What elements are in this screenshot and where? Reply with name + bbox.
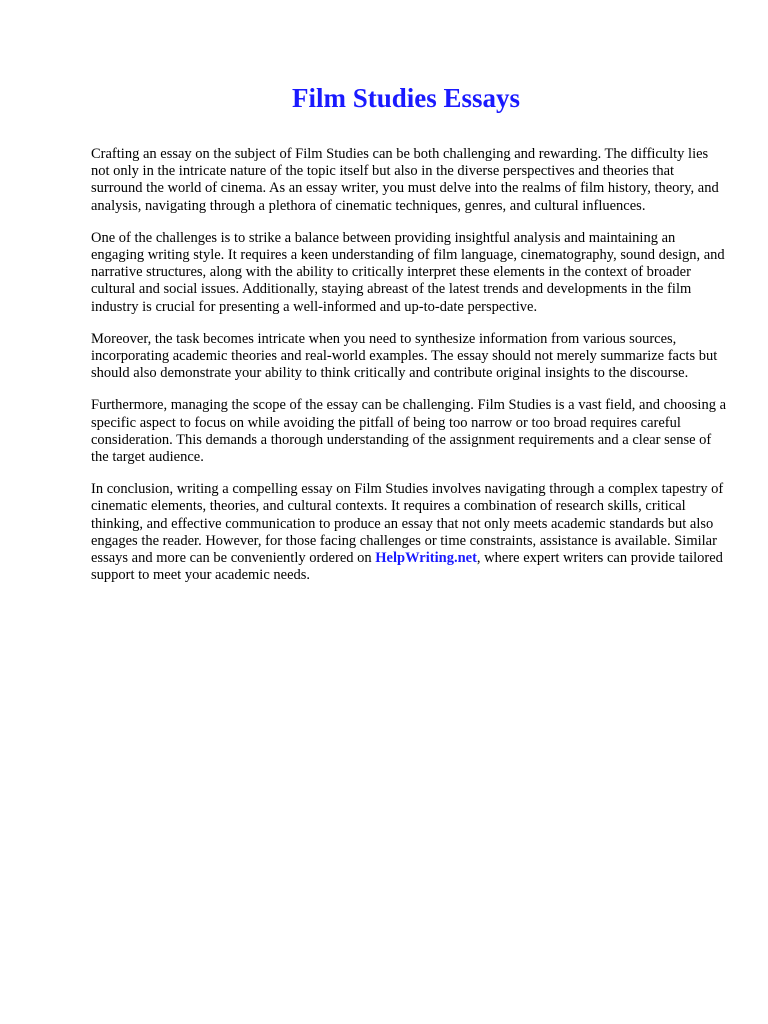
- page-title: Film Studies Essays: [291, 83, 521, 113]
- helpwriting-link[interactable]: HelpWriting.net: [375, 550, 477, 567]
- paragraph-conclusion: [91, 481, 727, 584]
- paragraph-scope: Furthermore, managing the scope of the essay can be challenging. Film Studies is a vast field, and choosing a specific aspect to focus on while avoiding the pitfall of being too narrow or too broad requires careful consideration. This demands a thorough understanding of the assignment requirements and a clear sense of the target audience.: [91, 397, 727, 466]
- paragraph-synthesis: Moreover, the task becomes intricate when you need to synthesize information from various sources, incorporating academic theories and real-world examples. The essay should not merely summarize facts but should also demonstrate your ability to think critically and contribute original insights to the discourse.: [91, 330, 718, 382]
- paragraph-intro: Crafting an essay on the subject of Film Studies can be both challenging and rewarding. The difficulty lies not only in the intricate nature of the topic itself but also in the diverse perspectives and theories that surround the world of cinema. As an essay writer, you must delve into the realms of film history, theory, and analysis, navigating through a plethora of cinematic techniques, genres, and cultural influences.: [91, 146, 719, 214]
- essay-body: [91, 146, 727, 599]
- conclusion-text: In conclusion, writing a compelling essay on Film Studies involves navigating through a complex tapestry of cinematic elements, theories, and cultural contexts. It requires a combination of research skills, critical thinking, and effective communication to produce an essay that not only meets academic standards but also engages the reader. However, for those facing challenges or time constraints, assistance is available. Similar essays and more can be conveniently ordered on: [91, 481, 724, 567]
- paragraph-challenges: One of the challenges is to strike a balance between providing insightful analysis and maintaining an engaging writing style. It requires a keen understanding of film language, cinematography, sound design, and narrative structures, along with the ability to critically interpret these elements in the context of broader cultural and social issues. Additionally, staying abreast of the latest trends and developments in the film industry is crucial for presenting a well-informed and up-to-date perspective.: [91, 229, 725, 315]
- conclusion-tail-text: , where expert writers can provide tailored support to meet your academic needs.: [91, 550, 723, 584]
